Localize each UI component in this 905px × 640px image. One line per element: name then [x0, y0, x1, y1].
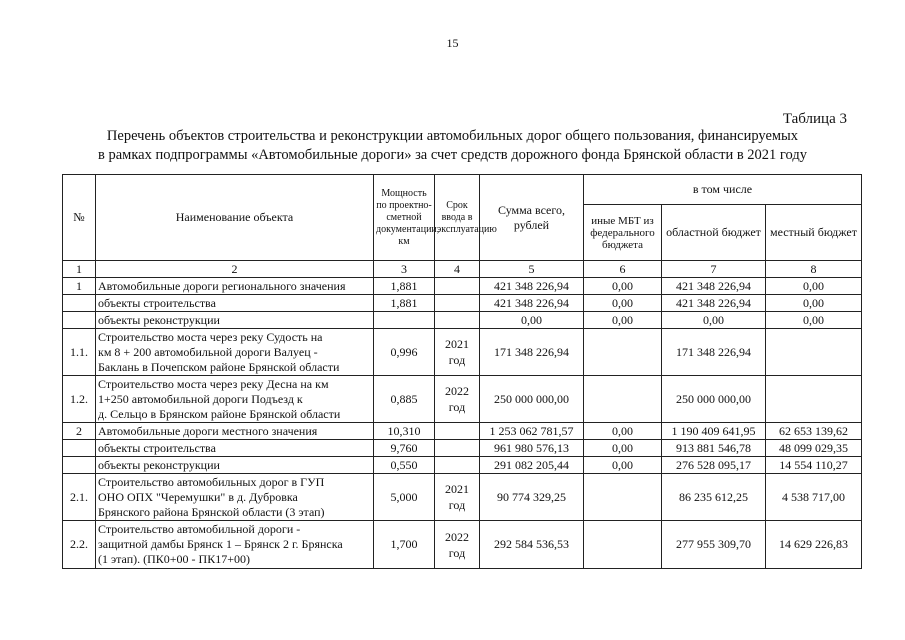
local-amount: 0,00 — [766, 295, 862, 312]
capacity-km: 10,310 — [374, 423, 435, 440]
object-name — [96, 376, 374, 423]
total-amount: 292 584 536,53 — [480, 521, 584, 569]
federal-amount — [584, 474, 662, 521]
roads-financing-table — [62, 174, 862, 569]
local-amount: 48 099 029,35 — [766, 440, 862, 457]
object-name — [96, 295, 374, 312]
total-amount: 1 253 062 781,57 — [480, 423, 584, 440]
term-line: 2021 — [445, 482, 469, 496]
regional-amount: 913 881 546,78 — [662, 440, 766, 457]
object-name-line: объекты строительства — [98, 440, 216, 455]
object-name — [96, 457, 374, 474]
federal-amount: 0,00 — [584, 295, 662, 312]
object-name-line: защитной дамбы Брянск 1 – Брянск 2 г. Брянска — [98, 537, 343, 551]
commissioning-term — [435, 440, 480, 457]
federal-amount: 0,00 — [584, 278, 662, 295]
table-body — [63, 278, 862, 569]
table-title — [40, 127, 865, 165]
header-term: Срок ввода в эксплуатацию — [435, 175, 480, 261]
row-number: 1.1. — [63, 329, 96, 376]
object-name-line: объекты строительства — [98, 295, 216, 310]
column-number: 2 — [96, 261, 374, 278]
total-amount: 291 082 205,44 — [480, 457, 584, 474]
row-number: 2.1. — [63, 474, 96, 521]
header-no: № — [63, 175, 96, 261]
column-number: 8 — [766, 261, 862, 278]
column-number: 3 — [374, 261, 435, 278]
local-amount: 14 554 110,27 — [766, 457, 862, 474]
federal-amount — [584, 376, 662, 423]
total-amount: 421 348 226,94 — [480, 295, 584, 312]
object-name-line: Строительство моста через реку Десна на км — [98, 376, 329, 391]
row-number: 1 — [63, 278, 96, 295]
total-amount: 0,00 — [480, 312, 584, 329]
regional-amount: 276 528 095,17 — [662, 457, 766, 474]
table-row — [63, 376, 862, 423]
term-line: 2021 — [445, 337, 469, 351]
capacity-km: 0,550 — [374, 457, 435, 474]
column-number: 7 — [662, 261, 766, 278]
regional-amount: 250 000 000,00 — [662, 376, 766, 423]
local-amount: 62 653 139,62 — [766, 423, 862, 440]
column-number: 4 — [435, 261, 480, 278]
regional-amount: 421 348 226,94 — [662, 278, 766, 295]
term-line: год — [448, 400, 466, 414]
object-name-line: д. Сельцо в Брянском районе Брянской области — [98, 406, 341, 421]
local-amount — [766, 329, 862, 376]
object-name-line: (1 этап). (ПК0+00 - ПК17+00) — [98, 552, 250, 566]
header-federal: иные МБТ из федерального бюджета — [584, 205, 662, 261]
regional-amount: 1 190 409 641,95 — [662, 423, 766, 440]
term-line: 2022 — [445, 529, 469, 544]
object-name — [96, 312, 374, 329]
capacity-km: 0,885 — [374, 376, 435, 423]
regional-amount: 0,00 — [662, 312, 766, 329]
title-line-2: в рамках подпрограммы «Автомобильные дороги» за счет средств дорожного фонда Брянской области в 2021 году — [98, 147, 807, 163]
row-number: 2.2. — [63, 521, 96, 569]
row-number: 1.2. — [63, 376, 96, 423]
capacity-km: 5,000 — [374, 474, 435, 521]
federal-amount: 0,00 — [584, 423, 662, 440]
object-name — [96, 474, 374, 521]
commissioning-term — [435, 278, 480, 295]
header-name: Наименование объекта — [96, 175, 374, 261]
header-local: местный бюджет — [766, 205, 862, 261]
object-name-line: Брянского района Брянской области (3 этап) — [98, 504, 325, 519]
capacity-km — [374, 312, 435, 329]
regional-amount: 277 955 309,70 — [662, 521, 766, 569]
total-amount: 961 980 576,13 — [480, 440, 584, 457]
capacity-km: 1,881 — [374, 278, 435, 295]
regional-amount: 421 348 226,94 — [662, 295, 766, 312]
header-including: в том числе — [584, 175, 862, 205]
regional-amount: 171 348 226,94 — [662, 329, 766, 376]
table-row — [63, 329, 862, 376]
commissioning-term — [435, 376, 480, 423]
capacity-km: 0,996 — [374, 329, 435, 376]
table-row — [63, 440, 862, 457]
total-amount: 250 000 000,00 — [480, 376, 584, 423]
commissioning-term — [435, 457, 480, 474]
object-name-line: объекты реконструкции — [98, 457, 220, 472]
commissioning-term — [435, 521, 480, 569]
table-row — [63, 295, 862, 312]
commissioning-term — [435, 312, 480, 329]
header-capacity: Мощность по проектно-сметной документации, км — [374, 175, 435, 261]
capacity-km: 1,881 — [374, 295, 435, 312]
local-amount: 0,00 — [766, 278, 862, 295]
commissioning-term — [435, 423, 480, 440]
header-total: Сумма всего, рублей — [480, 175, 584, 261]
term-line: год — [448, 498, 466, 512]
object-name — [96, 329, 374, 376]
object-name-line: км 8 + 200 автомобильной дороги Валуец - — [98, 344, 318, 359]
column-number: 6 — [584, 261, 662, 278]
regional-amount: 86 235 612,25 — [662, 474, 766, 521]
table-row — [63, 521, 862, 569]
table-label: Таблица 3 — [782, 111, 847, 127]
object-name-line: Автомобильные дороги регионального значения — [98, 278, 346, 293]
object-name — [96, 521, 374, 569]
object-name-line: 1+250 автомобильной дороги Подъезд к — [98, 391, 303, 406]
federal-amount: 0,00 — [584, 312, 662, 329]
row-number — [63, 440, 96, 457]
object-name — [96, 440, 374, 457]
commissioning-term — [435, 295, 480, 312]
commissioning-term — [435, 474, 480, 521]
federal-amount — [584, 521, 662, 569]
object-name — [96, 278, 374, 295]
object-name-line: Строительство автомобильных дорог в ГУП — [98, 474, 325, 489]
row-number — [63, 295, 96, 312]
column-number: 5 — [480, 261, 584, 278]
commissioning-term — [435, 329, 480, 376]
row-number — [63, 312, 96, 329]
object-name-line: ОНО ОПХ "Черемушки" в д. Дубровка — [98, 489, 298, 504]
capacity-km: 1,700 — [374, 521, 435, 569]
federal-amount: 0,00 — [584, 457, 662, 474]
object-name-line: объекты реконструкции — [98, 312, 220, 327]
local-amount: 0,00 — [766, 312, 862, 329]
capacity-km: 9,760 — [374, 440, 435, 457]
total-amount: 90 774 329,25 — [480, 474, 584, 521]
title-line-1: Перечень объектов строительства и реконструкции автомобильных дорог общего пользования, финансируемых — [106, 128, 799, 144]
object-name — [96, 423, 374, 440]
table-row — [63, 474, 862, 521]
object-name-line: Строительство автомобильной дороги - — [98, 522, 301, 536]
row-number — [63, 457, 96, 474]
local-amount: 14 629 226,83 — [766, 521, 862, 569]
total-amount: 421 348 226,94 — [480, 278, 584, 295]
local-amount — [766, 376, 862, 423]
page-number: 15 — [446, 36, 459, 50]
object-name-line: Строительство моста через реку Судость на — [98, 329, 323, 344]
term-line: год — [448, 353, 466, 367]
federal-amount — [584, 329, 662, 376]
table-row — [63, 457, 862, 474]
header-regional: областной бюджет — [662, 205, 766, 261]
column-number: 1 — [63, 261, 96, 278]
table-row — [63, 423, 862, 440]
total-amount: 171 348 226,94 — [480, 329, 584, 376]
local-amount: 4 538 717,00 — [766, 474, 862, 521]
object-name-line: Баклань в Почепском районе Брянской области — [98, 359, 340, 374]
federal-amount: 0,00 — [584, 440, 662, 457]
term-line: год — [448, 545, 466, 560]
table-row — [63, 312, 862, 329]
table-row — [63, 278, 862, 295]
row-number: 2 — [63, 423, 96, 440]
object-name-line: Автомобильные дороги местного значения — [98, 423, 318, 438]
term-line: 2022 — [445, 384, 469, 398]
